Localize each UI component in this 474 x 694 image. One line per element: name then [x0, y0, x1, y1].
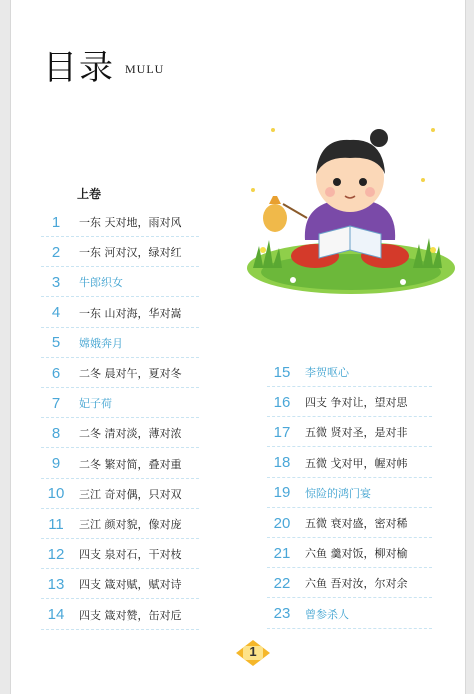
toc-entry-number: 12	[47, 545, 65, 563]
toc-divider	[41, 629, 199, 630]
toc-entry[interactable]	[41, 542, 182, 566]
toc-entry-text: 二冬 繁对简，叠对重	[79, 457, 182, 471]
toc-divider	[41, 327, 199, 328]
toc-divider	[41, 387, 199, 388]
toc-entry-text: 四支 箴对赞，缶对卮	[79, 608, 182, 622]
toc-entry-number: 9	[51, 455, 61, 473]
toc-entry-number: 13	[47, 575, 65, 593]
toc-entry-number: 14	[47, 606, 65, 624]
toc-entry[interactable]	[41, 452, 182, 476]
toc-entry-number: 10	[47, 485, 65, 503]
child-reading-illustration	[233, 100, 459, 300]
toc-entry-number: 6	[51, 364, 61, 382]
page-title: 目录	[43, 48, 115, 88]
toc-entry-text: 四支 箴对赋，赋对诗	[79, 578, 182, 592]
toc-entry-number: 21	[273, 544, 291, 562]
toc-entry-number: 5	[51, 334, 61, 352]
toc-divider	[41, 508, 199, 509]
toc-entry-text: 二冬 晨对午，夏对冬	[79, 367, 182, 380]
toc-divider	[267, 446, 432, 447]
toc-entry-text: 一东 山对海，华对嵩	[79, 306, 182, 320]
toc-divider	[41, 357, 199, 358]
toc-divider	[267, 628, 432, 629]
toc-entry-text: 三江 颜对貌，像对庞	[79, 518, 182, 531]
toc-divider	[267, 597, 432, 598]
page-title-pinyin: MULU	[125, 62, 165, 76]
toc-entry-story-title: 嫦娥奔月	[79, 336, 123, 350]
toc-entry[interactable]	[41, 210, 182, 234]
toc-divider	[267, 416, 432, 417]
toc-entry-number: 1	[51, 213, 61, 231]
toc-entry[interactable]	[41, 361, 182, 385]
toc-entry-number: 3	[51, 273, 61, 291]
toc-divider	[41, 236, 199, 237]
toc-entry-text: 五微 衰对盛，密对稀	[305, 517, 408, 530]
toc-entry-number: 17	[273, 423, 291, 441]
toc-entry[interactable]	[267, 360, 349, 384]
toc-divider	[41, 478, 199, 479]
toc-entry-story-title: 李贺呕心	[305, 366, 349, 379]
toc-entry-text: 六鱼 羹对饭，柳对榆	[305, 547, 408, 561]
toc-entry-text: 五微 戈对甲，幄对帏	[305, 456, 408, 470]
toc-entry[interactable]	[267, 390, 408, 414]
toc-entry-story-title: 妃子荷	[79, 397, 112, 411]
toc-entry-number: 19	[273, 484, 291, 502]
toc-entry[interactable]	[267, 451, 408, 475]
toc-entry-number: 7	[51, 394, 61, 412]
volume-heading: 上卷	[77, 187, 102, 201]
toc-entry-number: 4	[51, 304, 61, 322]
toc-entry[interactable]	[41, 331, 123, 355]
toc-entry[interactable]	[41, 421, 182, 445]
toc-entry-number: 22	[273, 574, 291, 592]
toc-entry[interactable]	[41, 482, 182, 506]
toc-entry[interactable]	[41, 391, 112, 415]
toc-divider	[267, 386, 432, 387]
toc-divider	[41, 417, 199, 418]
toc-entry-text: 六鱼 吾对汝，尔对余	[305, 577, 408, 591]
toc-entry[interactable]	[41, 270, 123, 294]
book-page	[10, 0, 466, 694]
toc-divider	[41, 266, 199, 267]
toc-entry-text: 四支 泉对石，干对枝	[79, 548, 182, 562]
toc-divider	[267, 507, 432, 508]
toc-divider	[267, 477, 432, 478]
toc-entry-number: 2	[51, 243, 61, 261]
toc-entry[interactable]	[41, 572, 182, 596]
toc-divider	[267, 567, 432, 568]
toc-entry-story-title: 牛郎织女	[79, 276, 123, 290]
toc-entry-text: 三江 奇对偶，只对双	[79, 487, 182, 501]
toc-entry[interactable]	[267, 541, 408, 565]
toc-entry[interactable]	[41, 512, 182, 536]
toc-entry-text: 一东 天对地，雨对风	[79, 216, 182, 229]
toc-entry[interactable]	[267, 571, 408, 595]
toc-divider	[41, 538, 199, 539]
toc-entry-number: 8	[51, 424, 61, 442]
toc-entry[interactable]	[267, 602, 349, 626]
toc-entry-story-title: 曾参杀人	[305, 607, 349, 621]
toc-entry[interactable]	[41, 301, 182, 325]
toc-divider	[41, 296, 199, 297]
toc-entry-number: 11	[48, 515, 64, 533]
page-number: 1	[249, 644, 257, 659]
toc-divider	[267, 537, 432, 538]
toc-entry-text: 一东 河对汉，绿对红	[79, 246, 182, 260]
toc-entry-number: 23	[273, 605, 291, 623]
toc-entry-text: 五微 贤对圣，是对非	[305, 426, 408, 440]
toc-entry[interactable]	[41, 603, 182, 627]
toc-entry-text: 二冬 清对淡，薄对浓	[79, 427, 182, 441]
toc-entry-text: 四支 争对让，望对思	[305, 396, 408, 410]
toc-entry[interactable]	[267, 420, 408, 444]
toc-divider	[41, 568, 199, 569]
toc-entry-number: 18	[273, 454, 291, 472]
toc-divider	[41, 447, 199, 448]
toc-entry-story-title: 惊险的鸿门宴	[305, 486, 371, 500]
toc-entry[interactable]	[267, 481, 371, 505]
toc-divider	[41, 598, 199, 599]
toc-entry-number: 15	[273, 363, 291, 381]
toc-entry-number: 16	[273, 393, 291, 411]
toc-entry[interactable]	[41, 240, 182, 264]
toc-entry[interactable]	[267, 511, 408, 535]
toc-entry-number: 20	[273, 514, 291, 532]
